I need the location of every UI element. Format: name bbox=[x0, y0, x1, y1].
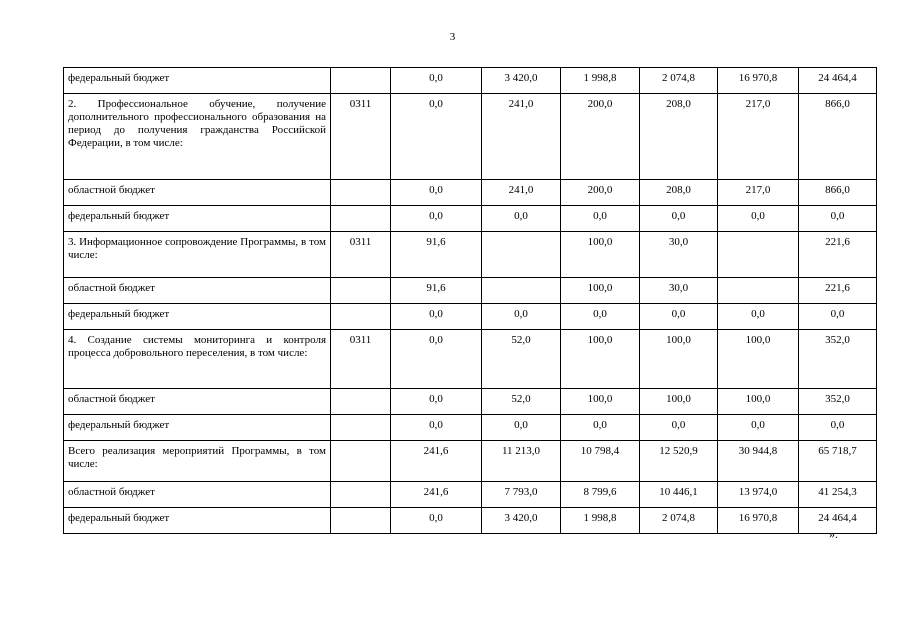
table-row bbox=[64, 94, 877, 180]
row-name-cell: федеральный бюджет bbox=[64, 508, 331, 534]
row-value-cell: 100,0 bbox=[640, 389, 718, 415]
row-value-cell: 0,0 bbox=[799, 304, 877, 330]
row-value-cell: 0,0 bbox=[482, 304, 561, 330]
table-row bbox=[64, 508, 877, 534]
row-value-cell: 10 446,1 bbox=[640, 482, 718, 508]
row-value-cell: 200,0 bbox=[561, 180, 640, 206]
table-row bbox=[64, 68, 877, 94]
row-value-cell: 0,0 bbox=[391, 389, 482, 415]
row-value-cell bbox=[482, 278, 561, 304]
row-value-cell: 12 520,9 bbox=[640, 441, 718, 482]
row-value-cell: 52,0 bbox=[482, 330, 561, 389]
row-value-cell: 3 420,0 bbox=[482, 68, 561, 94]
row-value-cell: 100,0 bbox=[561, 389, 640, 415]
row-value-cell: 866,0 bbox=[799, 94, 877, 180]
row-value-cell bbox=[482, 232, 561, 278]
row-code-cell bbox=[331, 278, 391, 304]
row-value-cell: 241,0 bbox=[482, 180, 561, 206]
row-value-cell: 41 254,3 bbox=[799, 482, 877, 508]
row-value-cell: 0,0 bbox=[482, 206, 561, 232]
table-row bbox=[64, 389, 877, 415]
table-row bbox=[64, 206, 877, 232]
row-value-cell: 0,0 bbox=[718, 304, 799, 330]
row-value-cell: 11 213,0 bbox=[482, 441, 561, 482]
row-value-cell: 866,0 bbox=[799, 180, 877, 206]
row-value-cell: 65 718,7 bbox=[799, 441, 877, 482]
row-value-cell bbox=[718, 232, 799, 278]
row-value-cell: 0,0 bbox=[391, 94, 482, 180]
closing-quote-mark: ». bbox=[829, 527, 838, 541]
row-name-cell: областной бюджет bbox=[64, 180, 331, 206]
row-value-cell: 0,0 bbox=[391, 206, 482, 232]
row-code-cell bbox=[331, 508, 391, 534]
row-value-cell: 0,0 bbox=[561, 304, 640, 330]
row-value-cell: 352,0 bbox=[799, 330, 877, 389]
table-row bbox=[64, 278, 877, 304]
row-value-cell: 221,6 bbox=[799, 232, 877, 278]
row-code-cell bbox=[331, 304, 391, 330]
row-name-cell: 4. Создание системы мониторинга и контроля процесса добровольного переселения, в том числе: bbox=[64, 330, 331, 389]
row-value-cell: 0,0 bbox=[391, 304, 482, 330]
table-row bbox=[64, 304, 877, 330]
row-value-cell: 100,0 bbox=[718, 389, 799, 415]
row-value-cell: 16 970,8 bbox=[718, 68, 799, 94]
row-name-cell: Всего реализация мероприятий Программы, в том числе: bbox=[64, 441, 331, 482]
row-value-cell: 241,6 bbox=[391, 441, 482, 482]
row-value-cell: 0,0 bbox=[391, 415, 482, 441]
row-value-cell: 352,0 bbox=[799, 389, 877, 415]
row-code-cell: 0311 bbox=[331, 94, 391, 180]
row-code-cell bbox=[331, 482, 391, 508]
row-value-cell: 100,0 bbox=[561, 330, 640, 389]
row-code-cell bbox=[331, 206, 391, 232]
row-value-cell: 208,0 bbox=[640, 94, 718, 180]
row-value-cell: 0,0 bbox=[799, 415, 877, 441]
table-row bbox=[64, 232, 877, 278]
row-value-cell: 0,0 bbox=[482, 415, 561, 441]
row-value-cell: 217,0 bbox=[718, 94, 799, 180]
row-value-cell: 52,0 bbox=[482, 389, 561, 415]
row-code-cell bbox=[331, 180, 391, 206]
row-value-cell: 7 793,0 bbox=[482, 482, 561, 508]
row-value-cell: 241,6 bbox=[391, 482, 482, 508]
row-value-cell: 24 464,4 bbox=[799, 508, 877, 534]
row-code-cell bbox=[331, 68, 391, 94]
row-value-cell: 100,0 bbox=[718, 330, 799, 389]
row-value-cell: 1 998,8 bbox=[561, 68, 640, 94]
row-value-cell: 0,0 bbox=[391, 68, 482, 94]
row-value-cell: 208,0 bbox=[640, 180, 718, 206]
row-code-cell bbox=[331, 441, 391, 482]
row-value-cell: 91,6 bbox=[391, 278, 482, 304]
row-value-cell: 0,0 bbox=[561, 415, 640, 441]
row-value-cell: 100,0 bbox=[561, 232, 640, 278]
row-value-cell: 0,0 bbox=[640, 415, 718, 441]
row-value-cell: 0,0 bbox=[718, 206, 799, 232]
table-row bbox=[64, 482, 877, 508]
row-value-cell: 0,0 bbox=[640, 304, 718, 330]
row-value-cell: 0,0 bbox=[391, 180, 482, 206]
row-value-cell bbox=[718, 278, 799, 304]
row-value-cell: 0,0 bbox=[718, 415, 799, 441]
row-value-cell: 2 074,8 bbox=[640, 68, 718, 94]
row-code-cell bbox=[331, 415, 391, 441]
row-value-cell: 30,0 bbox=[640, 232, 718, 278]
row-value-cell: 217,0 bbox=[718, 180, 799, 206]
row-value-cell: 1 998,8 bbox=[561, 508, 640, 534]
row-value-cell: 221,6 bbox=[799, 278, 877, 304]
row-value-cell: 0,0 bbox=[391, 330, 482, 389]
row-value-cell: 16 970,8 bbox=[718, 508, 799, 534]
row-value-cell: 2 074,8 bbox=[640, 508, 718, 534]
row-value-cell: 30 944,8 bbox=[718, 441, 799, 482]
row-name-cell: федеральный бюджет bbox=[64, 304, 331, 330]
page-number: 3 bbox=[449, 31, 456, 43]
row-value-cell: 241,0 bbox=[482, 94, 561, 180]
row-value-cell: 100,0 bbox=[640, 330, 718, 389]
table-row bbox=[64, 415, 877, 441]
table-row bbox=[64, 441, 877, 482]
row-name-cell: 2. Профессиональное обучение, получение дополнительного профессионального образования на период до получения гражданства Российской Федерации, в том числе: bbox=[64, 94, 331, 180]
row-code-cell bbox=[331, 389, 391, 415]
row-name-cell: федеральный бюджет bbox=[64, 206, 331, 232]
row-value-cell: 3 420,0 bbox=[482, 508, 561, 534]
row-value-cell: 30,0 bbox=[640, 278, 718, 304]
row-value-cell: 0,0 bbox=[799, 206, 877, 232]
row-name-cell: областной бюджет bbox=[64, 482, 331, 508]
row-value-cell: 200,0 bbox=[561, 94, 640, 180]
row-code-cell: 0311 bbox=[331, 330, 391, 389]
row-value-cell: 0,0 bbox=[561, 206, 640, 232]
row-name-cell: федеральный бюджет bbox=[64, 68, 331, 94]
table-row bbox=[64, 180, 877, 206]
row-value-cell: 91,6 bbox=[391, 232, 482, 278]
row-value-cell: 0,0 bbox=[391, 508, 482, 534]
row-value-cell: 100,0 bbox=[561, 278, 640, 304]
row-value-cell: 0,0 bbox=[640, 206, 718, 232]
row-name-cell: федеральный бюджет bbox=[64, 415, 331, 441]
budget-table bbox=[63, 67, 877, 534]
row-value-cell: 13 974,0 bbox=[718, 482, 799, 508]
row-name-cell: областной бюджет bbox=[64, 278, 331, 304]
row-value-cell: 10 798,4 bbox=[561, 441, 640, 482]
row-value-cell: 8 799,6 bbox=[561, 482, 640, 508]
row-code-cell: 0311 bbox=[331, 232, 391, 278]
row-name-cell: областной бюджет bbox=[64, 389, 331, 415]
table-row bbox=[64, 330, 877, 389]
row-name-cell: 3. Информационное сопровождение Программы, в том числе: bbox=[64, 232, 331, 278]
row-value-cell: 24 464,4 bbox=[799, 68, 877, 94]
budget-table-body bbox=[64, 68, 877, 534]
